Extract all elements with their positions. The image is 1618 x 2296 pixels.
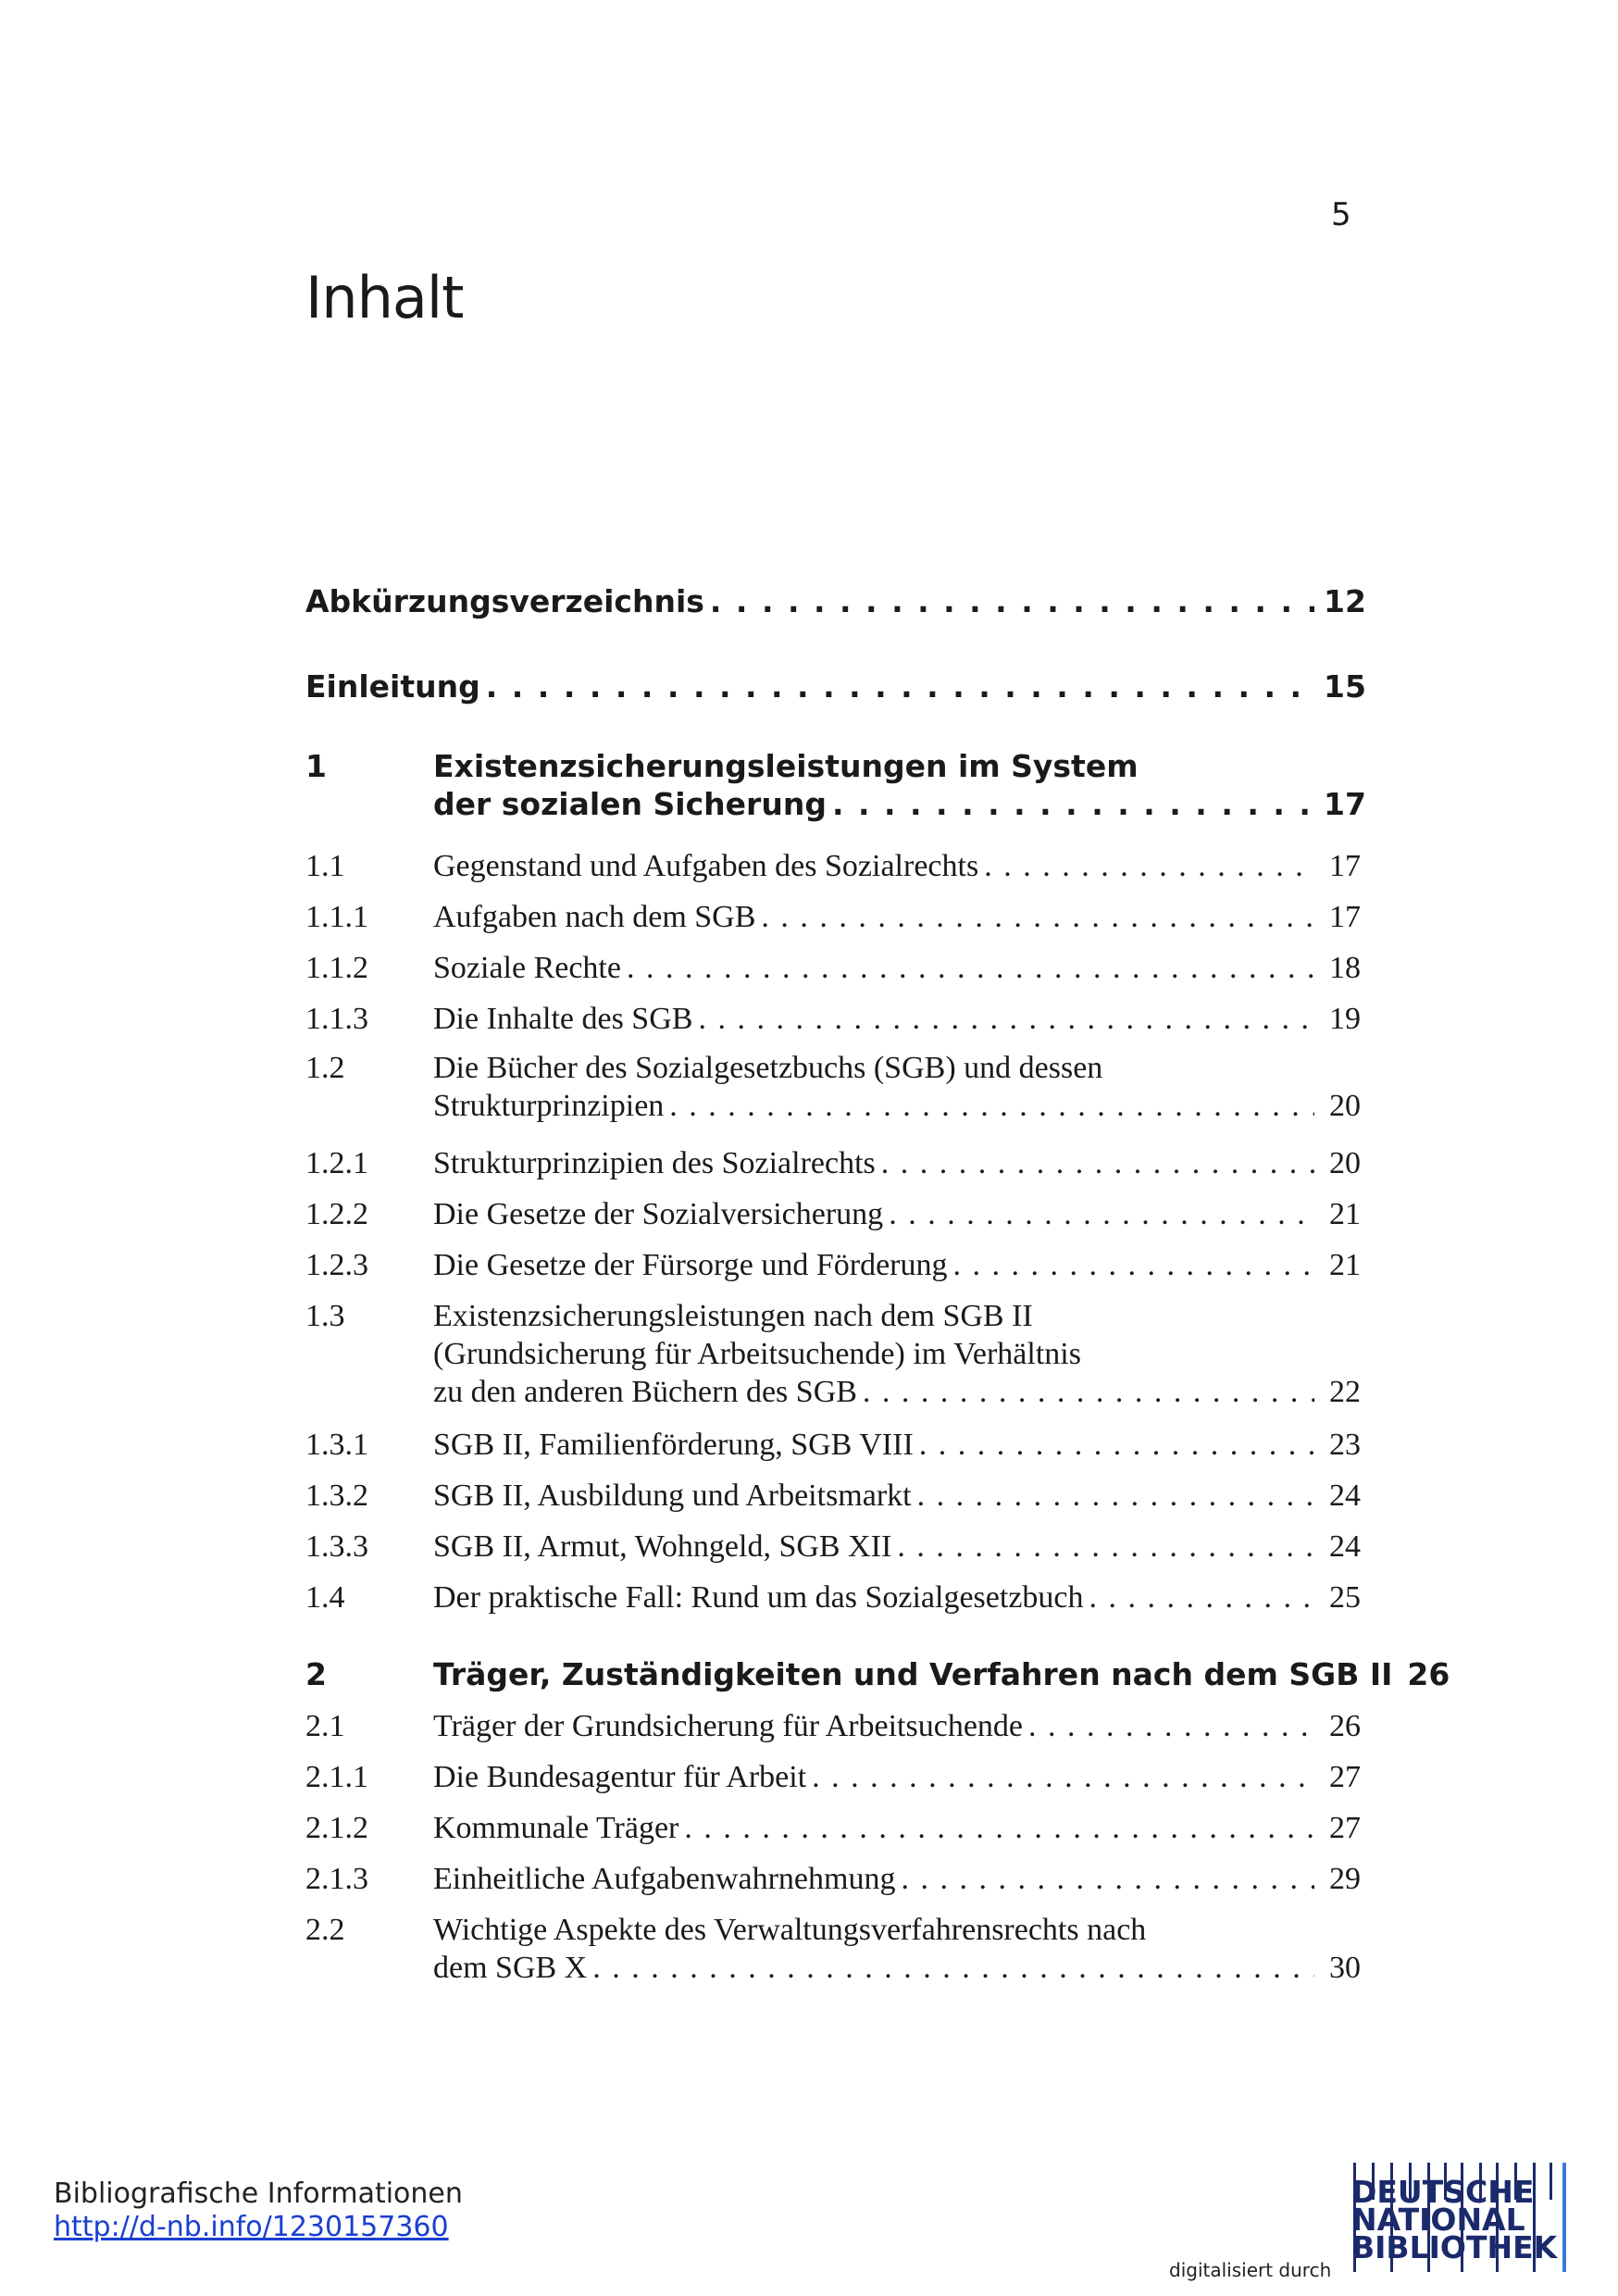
toc-leader-dots <box>917 1479 1314 1514</box>
toc-page-number: 20 <box>1329 1089 1361 1123</box>
toc-entry[interactable] <box>305 951 1361 989</box>
toc-page-number: 27 <box>1329 1811 1361 1845</box>
toc-page-number: 15 <box>1324 668 1366 705</box>
toc-leader-dots <box>901 1862 1314 1897</box>
toc-leader-dots <box>863 1375 1314 1410</box>
toc-entry-title: Wichtige Aspekte des Verwaltungsverfahrensrechts nach <box>433 1913 1147 1947</box>
toc-leader-dots <box>698 1002 1314 1037</box>
toc-entry[interactable] <box>305 1428 1361 1466</box>
toc-page-number: 20 <box>1329 1146 1361 1180</box>
toc-leader-dots <box>1089 1580 1315 1616</box>
toc-page-number: 17 <box>1329 849 1361 883</box>
toc-entry-number: 1.1.1 <box>305 900 368 934</box>
toc-page-number: 21 <box>1329 1197 1361 1231</box>
toc-entry-number: 2.1 <box>305 1709 345 1743</box>
toc-entry-number: 1 <box>305 748 327 784</box>
toc-entry[interactable] <box>305 1299 1361 1413</box>
toc-entry[interactable] <box>305 1051 1361 1127</box>
toc-entry-title: zu den anderen Büchern des SGB <box>433 1375 857 1409</box>
toc-entry[interactable] <box>305 1811 1361 1849</box>
toc-entry[interactable] <box>305 1656 1450 1694</box>
toc-entry-title: Die Gesetze der Sozialversicherung <box>433 1197 884 1231</box>
toc-page-number: 22 <box>1329 1375 1361 1409</box>
toc-leader-dots <box>897 1529 1314 1565</box>
toc-entry-title: Die Gesetze der Fürsorge und Förderung <box>433 1248 948 1282</box>
toc-entry-title: Existenzsicherungsleistungen nach dem SGB II <box>433 1299 1033 1333</box>
toc-entry[interactable] <box>305 1479 1361 1516</box>
toc-entry-title: Existenzsicherungsleistungen im System <box>433 748 1139 784</box>
toc-page-number: 29 <box>1329 1862 1361 1896</box>
toc-entry-title: Die Bundesagentur für Arbeit <box>433 1760 807 1794</box>
dnb-logo <box>1351 2174 1558 2265</box>
toc-entry-title: Kommunale Träger <box>433 1811 679 1845</box>
toc-entry-number: 1.1.2 <box>305 951 368 985</box>
toc-entry-number: 1.1 <box>305 849 345 883</box>
toc-entry-number: 1.3.2 <box>305 1479 368 1513</box>
toc-leader-dots <box>953 1248 1314 1283</box>
toc-page-number: 25 <box>1329 1580 1361 1615</box>
toc-leader-dots <box>889 1197 1314 1232</box>
toc-entry-title: Der praktische Fall: Rund um das Sozialgesetzbuch <box>433 1580 1084 1615</box>
toc-entry-title: Träger, Zuständigkeiten und Verfahren nach dem SGB II <box>433 1656 1393 1692</box>
toc-entry-number: 1.1.3 <box>305 1002 368 1036</box>
toc-entry-number: 1.2.1 <box>305 1146 368 1180</box>
toc-entry-number: 1.4 <box>305 1580 345 1615</box>
toc-entry-number: 2 <box>305 1656 327 1692</box>
toc-page-number: 24 <box>1329 1529 1361 1564</box>
toc-entry-number: 2.1.1 <box>305 1760 368 1794</box>
bibliographic-info <box>54 2177 463 2244</box>
toc-entry-number: 2.2 <box>305 1913 345 1947</box>
toc-entry[interactable] <box>305 583 1366 621</box>
toc-entry[interactable] <box>305 1760 1361 1798</box>
toc-entry-title: Soziale Rechte <box>433 951 621 985</box>
toc-entry-number: 1.2.2 <box>305 1197 368 1231</box>
bibliographic-link[interactable]: http://d-nb.info/1230157360 <box>54 2211 449 2243</box>
toc-leader-dots <box>669 1089 1314 1124</box>
toc-page-number: 24 <box>1329 1479 1361 1513</box>
toc-entry-title: Einheitliche Aufgabenwahrnehmung <box>433 1862 896 1896</box>
toc-page-number: 27 <box>1329 1760 1361 1794</box>
toc-entry-number: 2.1.2 <box>305 1811 368 1845</box>
page-number: 5 <box>1331 196 1351 233</box>
toc-entry-title: Abkürzungsverzeichnis <box>305 583 704 619</box>
toc-entry-number: 1.3 <box>305 1299 345 1333</box>
toc-leader-dots <box>486 668 1314 705</box>
toc-entry-title: Die Bücher des Sozialgesetzbuchs (SGB) und dessen <box>433 1051 1103 1085</box>
toc-entry-number: 2.1.3 <box>305 1862 368 1896</box>
toc-leader-dots <box>919 1428 1314 1463</box>
toc-page-number: 19 <box>1329 1002 1361 1036</box>
toc-page-number: 17 <box>1329 900 1361 934</box>
toc-entry-title: (Grundsicherung für Arbeitsuchende) im Verhältnis <box>433 1337 1081 1371</box>
toc-page-number: 21 <box>1329 1248 1361 1282</box>
dnb-logo-line-2: NATIONAL <box>1351 2202 1525 2238</box>
toc-leader-dots <box>684 1811 1314 1846</box>
toc-entry-title: SGB II, Ausbildung und Arbeitsmarkt <box>433 1479 912 1513</box>
toc-entry-number: 1.2.3 <box>305 1248 368 1282</box>
toc-entry[interactable] <box>305 1248 1361 1286</box>
bibliographic-label: Bibliografische Informationen <box>54 2177 463 2210</box>
toc-entry[interactable] <box>305 1862 1361 1900</box>
toc-entry-title: Aufgaben nach dem SGB <box>433 900 756 934</box>
toc-leader-dots <box>881 1146 1314 1181</box>
toc-leader-dots <box>627 951 1314 986</box>
toc-entry-title: Die Inhalte des SGB <box>433 1002 693 1036</box>
toc-entry[interactable] <box>305 668 1366 706</box>
toc-entry-title: SGB II, Armut, Wohngeld, SGB XII <box>433 1529 892 1564</box>
toc-page-number: 23 <box>1329 1428 1361 1462</box>
toc-entry-title: Einleitung <box>305 668 480 705</box>
toc-entry-number: 1.2 <box>305 1051 345 1085</box>
toc-leader-dots <box>812 1760 1314 1795</box>
page-title: Inhalt <box>305 264 464 331</box>
toc-entry-number: 1.3.1 <box>305 1428 368 1462</box>
toc-entry-title: Strukturprinzipien <box>433 1089 665 1123</box>
toc-entry[interactable] <box>305 1709 1361 1747</box>
toc-leader-dots <box>710 583 1314 619</box>
toc-entry-title: SGB II, Familienförderung, SGB VIII <box>433 1428 914 1462</box>
toc-entry[interactable] <box>305 849 1361 887</box>
toc-page-number: 18 <box>1329 951 1361 985</box>
toc-entry-number: 1.3.3 <box>305 1529 368 1564</box>
toc-entry[interactable] <box>305 748 1366 824</box>
toc-leader-dots <box>761 900 1314 935</box>
toc-leader-dots <box>832 786 1314 822</box>
toc-entry[interactable] <box>305 1146 1361 1184</box>
toc-page-number: 26 <box>1407 1656 1450 1692</box>
toc-entry-title: Gegenstand und Aufgaben des Sozialrechts <box>433 849 979 883</box>
toc-entry-title: Träger der Grundsicherung für Arbeitsuchende <box>433 1709 1024 1743</box>
toc-entry[interactable] <box>305 1002 1361 1040</box>
dnb-logo-line-3: BIBLIOTHEK <box>1351 2229 1558 2265</box>
toc-entry[interactable] <box>305 900 1361 938</box>
toc-entry-title: dem SGB X <box>433 1951 588 1985</box>
toc-page-number: 12 <box>1324 583 1366 619</box>
toc-entry[interactable] <box>305 1197 1361 1235</box>
toc-leader-dots <box>592 1951 1314 1986</box>
dnb-logo-line-1: DEUTSCHE <box>1351 2174 1535 2210</box>
digitalized-by-label: digitalisiert durch <box>1169 2259 1332 2281</box>
toc-entry[interactable] <box>305 1529 1361 1567</box>
toc-entry[interactable] <box>305 1913 1361 1989</box>
toc-leader-dots <box>1028 1709 1314 1744</box>
toc-entry-title: der sozialen Sicherung <box>433 786 827 822</box>
toc-entry-title: Strukturprinzipien des Sozialrechts <box>433 1146 876 1180</box>
toc-leader-dots <box>984 849 1314 884</box>
toc-entry[interactable] <box>305 1580 1361 1618</box>
toc-page-number: 17 <box>1324 786 1366 822</box>
toc-page-number: 30 <box>1329 1951 1361 1985</box>
toc-page-number: 26 <box>1329 1709 1361 1743</box>
